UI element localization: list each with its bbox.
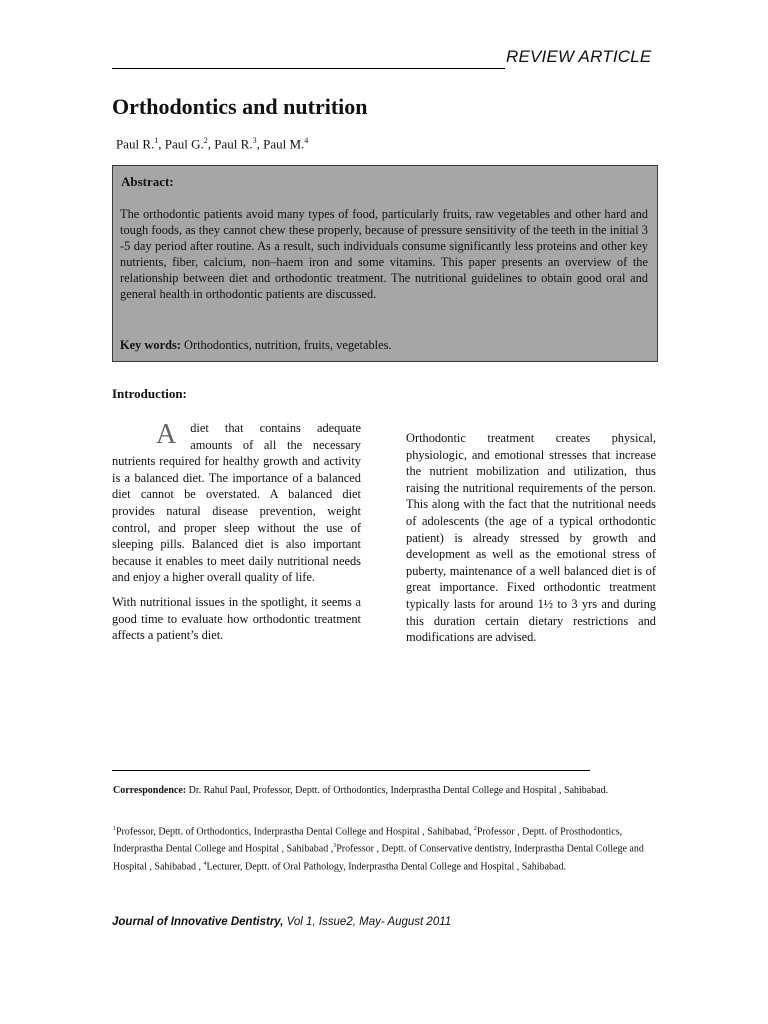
affiliation-text: Professor , Deptt. of Prosthodontics, Inderprastha Dental College and Hospital , Sahibabad , <box>113 826 623 855</box>
body-column-left <box>112 420 361 644</box>
journal-name: Journal of Innovative Dentistry, <box>112 916 284 928</box>
author-name: Paul G. <box>164 136 204 152</box>
author-list <box>116 136 308 152</box>
footnote-rule <box>112 770 590 771</box>
abstract-text: The orthodontic patients avoid many types of food, particularly fruits, raw vegetables and other hard and tough foods, as they cannot chew these properly, because of pressure sensitivity of the teeth in the initial 3 -5 day period after routine. As a result, such individuals consume significantly less proteins and other key nutrients, fiber, calcium, non–haem iron and some vitamins. This paper presents an overview of the relationship between diet and orthodontic treatment. The nutritional guidelines to obtain good oral and general health in orthodontic patients are discussed. <box>120 207 648 301</box>
author-name: Paul R. <box>214 136 253 152</box>
correspondence-label: Correspondence: <box>113 785 187 796</box>
keywords <box>120 338 392 353</box>
body-paragraph: Orthodontic treatment creates physical, physiologic, and emotional stresses that increase the nutrient mobilization and utilization, thus raising the nutritional requirements of the person. This along with the fact that the nutritional needs of adolescents (the age of a typical orthodontic patient) is already stressed by growth and development as well as the emotional stress of puberty, maintenance of a well balanced diet is of great importance. Fixed orthodontic treatment typically lasts for around 1½ to 3 yrs and during this duration certain dietary restrictions and modifications are advised. <box>406 431 656 645</box>
author-separator: , <box>207 136 215 152</box>
body-column-right <box>406 430 656 646</box>
article-type-label: REVIEW ARTICLE <box>506 47 652 66</box>
drop-cap: A <box>156 419 177 450</box>
affiliations-note <box>113 822 648 874</box>
author-separator: , <box>256 136 264 152</box>
author-affiliation-mark: 4 <box>304 136 309 145</box>
author-affiliation-mark: 1 <box>154 136 159 145</box>
paragraph-text: diet that contains adequate amounts of all the necessary nutrients required for healthy growth and activity is a balanced diet. The importance of a balanced diet cannot be overstated. A balanced diet provides natural disease prevention, weight control, and proper sleep without the use of sleeping pills. Balanced diet is also important because it enables to meet daily nutritional needs and enjoy a higher overall quality of life. <box>112 421 361 585</box>
affiliation-mark: 1 <box>113 826 116 832</box>
author-name: Paul R. <box>116 136 155 152</box>
keywords-label: Key words: <box>120 338 181 352</box>
header-rule <box>112 68 505 69</box>
journal-details: Vol 1, Issue2, May- August 2011 <box>283 916 452 928</box>
keywords-list: Orthodontics, nutrition, fruits, vegetables. <box>180 338 392 352</box>
affiliation-text: Professor, Deptt. of Orthodontics, Inderprastha Dental College and Hospital , Sahibabad, <box>116 826 474 838</box>
affiliation-mark: 3 <box>333 843 337 850</box>
affiliation-mark: 4 <box>203 860 207 867</box>
correspondence-note <box>113 784 633 798</box>
author-separator: , <box>158 136 165 152</box>
body-paragraph <box>112 420 361 586</box>
affiliation-text: Lecturer, Deptt. of Oral Pathology, Inderprastha Dental College and Hospital , Sahibabad. <box>206 860 566 872</box>
correspondence-text: Dr. Rahul Paul, Professor, Deptt. of Orthodontics, Inderprastha Dental College and Hospital , Sahibabad. <box>186 785 609 796</box>
introduction-heading: Introduction: <box>112 386 187 401</box>
affiliation-mark: 2 <box>473 826 477 832</box>
author-affiliation-mark: 2 <box>203 136 208 145</box>
abstract-box <box>112 165 658 362</box>
body-paragraph: With nutritional issues in the spotlight, it seems a good time to evaluate how orthodontic treatment affects a patient’s diet. <box>112 594 361 643</box>
author-name: Paul M. <box>263 136 305 152</box>
article-title: Orthodontics and nutrition <box>112 94 368 119</box>
affiliation-text: Professor , Deptt. of Conservative dentistry, Inderprastha Dental College and Hospital , Sahibabad , <box>113 843 644 872</box>
abstract-heading: Abstract: <box>121 174 174 189</box>
author-affiliation-mark: 3 <box>252 136 257 145</box>
journal-citation <box>112 916 451 928</box>
